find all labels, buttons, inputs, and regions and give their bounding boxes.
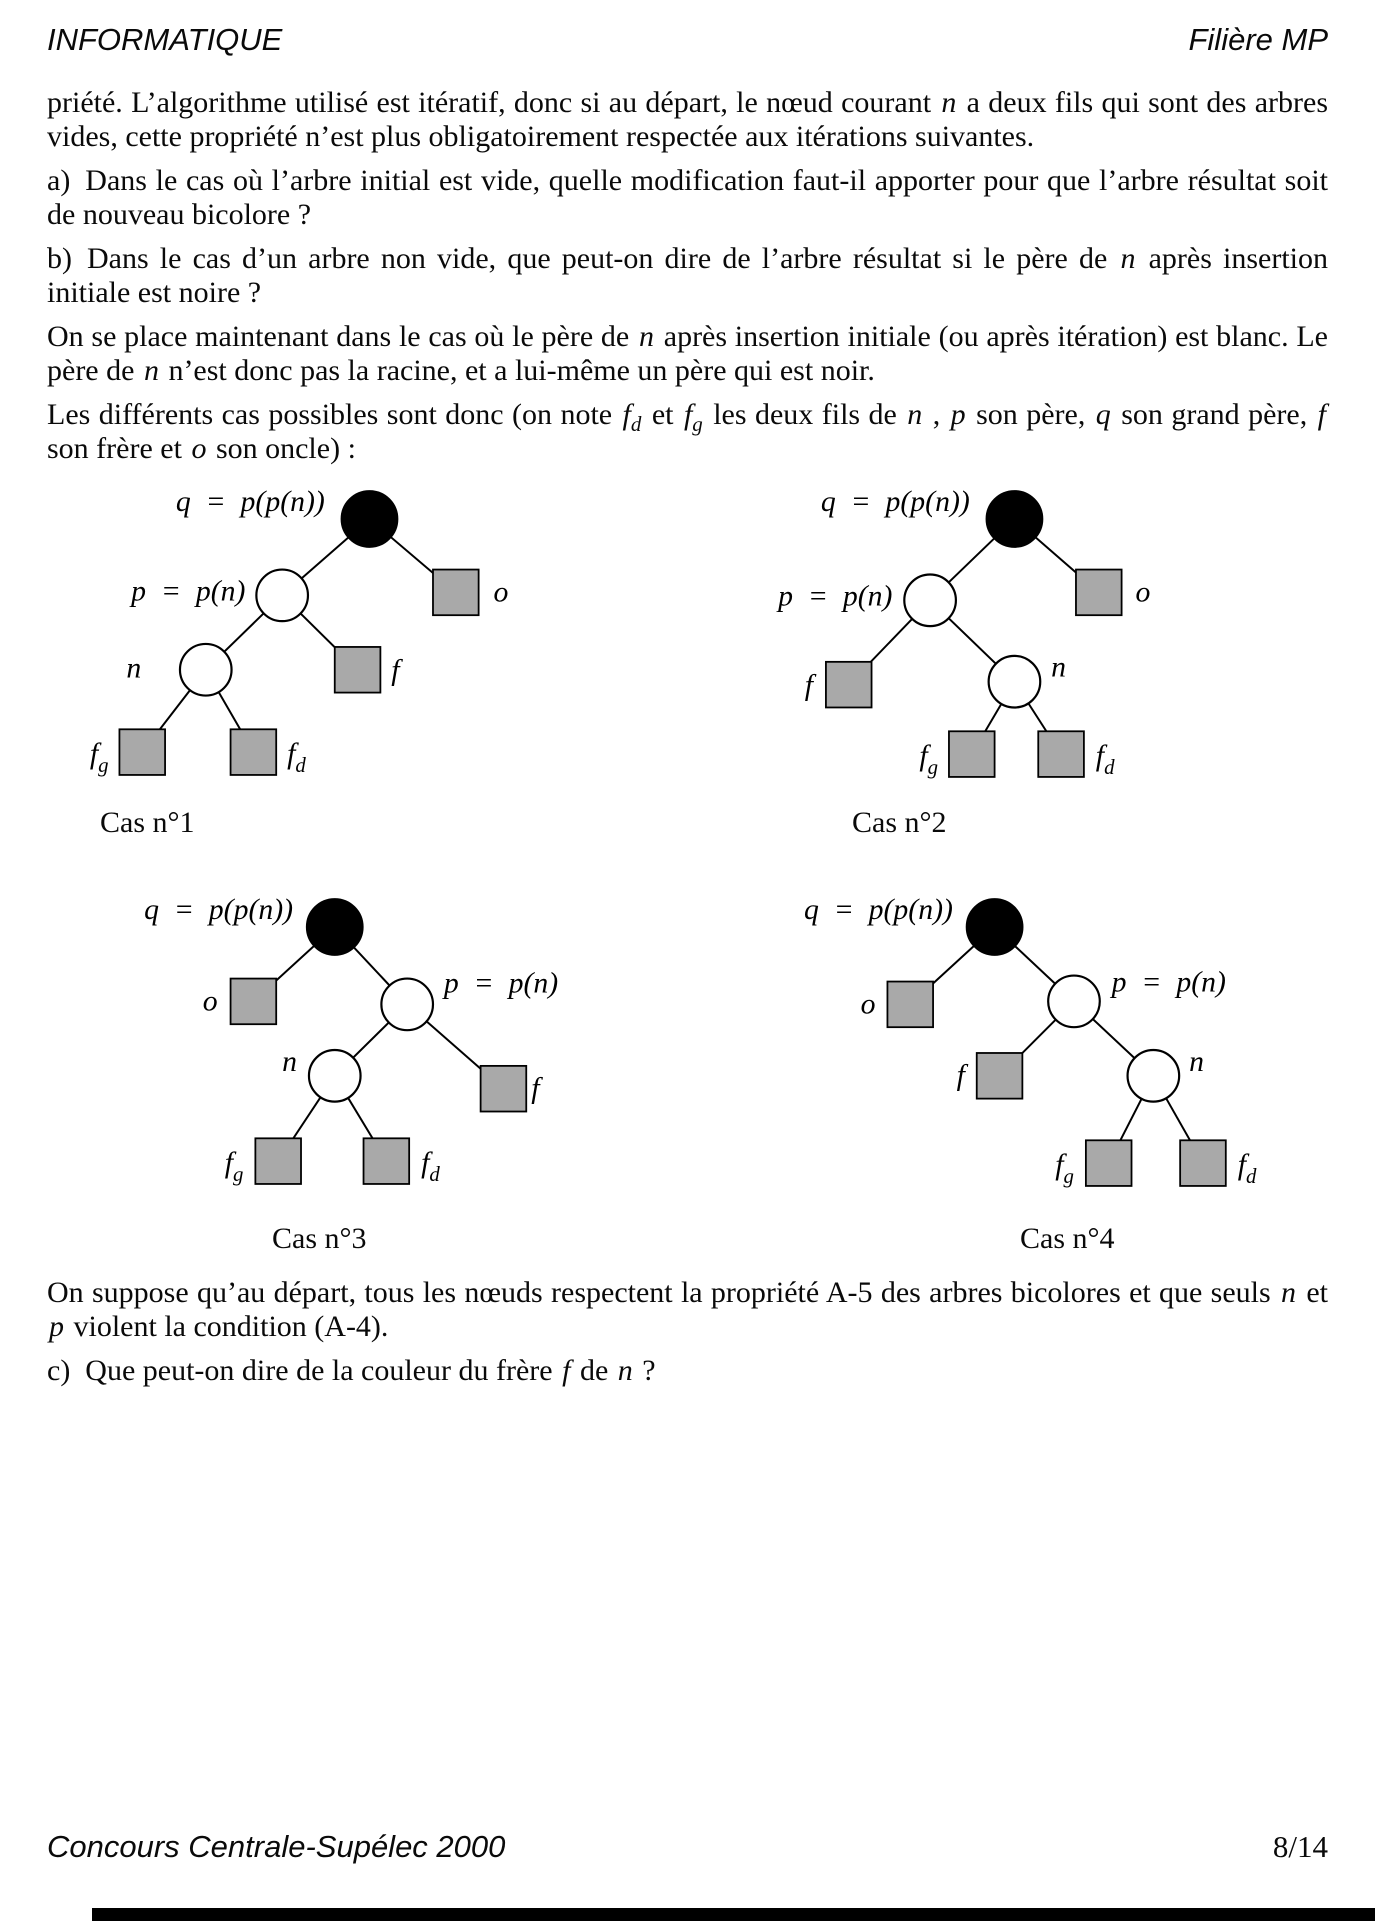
tree-node-label-p: p = p(n): [131, 574, 246, 608]
tree-node-f: [335, 647, 381, 693]
tree-node-fg: [1086, 1140, 1132, 1186]
tree-node-label-f: f: [956, 1058, 965, 1092]
paragraph-intro: priété. L’algorithme utilisé est itératif, donc si au départ, le nœud courant n a deux fils qui sont des arbres vides, cette propriété n’est plus obligatoirement respectée aux itérations suivantes.: [47, 86, 1328, 153]
page-header: [47, 22, 1328, 58]
tree-node-label-fd: $f_d$: [421, 1146, 440, 1186]
tree-node-p: [256, 570, 308, 622]
tree-node-label-f: f: [804, 668, 814, 702]
math-var: p: [49, 1310, 64, 1343]
diagram-caption-2: Cas n°2: [852, 806, 947, 839]
diagram-caption-1: Cas n°1: [100, 806, 195, 839]
tree-node-label-p: p = p(n): [778, 579, 893, 613]
tree-diagram-cas-3: [47, 886, 687, 1256]
tree-node-label-fd: $f_d$: [287, 737, 306, 777]
tree-diagram-cas-4: [687, 886, 1327, 1256]
tree-node-fd: [1180, 1140, 1226, 1186]
tree-node-label-f: f: [531, 1071, 540, 1105]
tree-node-fd: [364, 1138, 410, 1184]
footer-exam-name: Concours Centrale-Supélec 2000: [47, 1829, 506, 1864]
tree-node-n: [309, 1050, 361, 1102]
question-b: b) Dans le cas d’un arbre non vide, que peut-on dire de l’arbre résultat si le père de n après insertion initiale est noire ?: [47, 242, 1328, 309]
tree-node-label-q: q = p(p(n)): [820, 485, 970, 519]
tree-node-p: [1048, 976, 1100, 1028]
header-subject: INFORMATIQUE: [47, 22, 283, 57]
math-var: $f_d$: [622, 398, 642, 436]
math-var: n: [941, 86, 957, 119]
scan-edge-artifact: [92, 1908, 1375, 1921]
tree-svg-cas-1: [47, 480, 687, 800]
tree-node-n: [989, 656, 1041, 708]
tree-node-p: [381, 979, 433, 1031]
tree-node-fg: [949, 731, 995, 777]
math-var: f: [562, 1354, 571, 1387]
tree-node-o: [1076, 570, 1122, 616]
tree-node-label-o: o: [202, 984, 218, 1018]
tree-diagram-cas-1: [47, 480, 687, 840]
diagram-caption-4: Cas n°4: [1020, 1222, 1115, 1255]
tree-node-label-fg: $f_g$: [89, 737, 109, 777]
tree-node-fg: [119, 729, 165, 775]
tree-node-label-p: p = p(n): [1111, 965, 1226, 999]
tree-node-o: [433, 570, 479, 616]
tree-node-label-p: p = p(n): [443, 966, 559, 1000]
tree-node-fd: [231, 729, 277, 775]
diagram-caption-3: Cas n°3: [272, 1222, 367, 1255]
math-var: n: [639, 320, 654, 353]
tree-node-label-o: o: [493, 575, 509, 609]
footer-page-number: 8/14: [1272, 1829, 1328, 1864]
tree-node-label-q: q = p(p(n)): [144, 893, 294, 927]
tree-node-f: [977, 1053, 1023, 1099]
tree-node-label-f: f: [391, 653, 400, 687]
tree-node-label-o: o: [1135, 575, 1151, 609]
math-var: n: [1120, 242, 1136, 275]
tree-node-label-fg: $f_g$: [224, 1146, 244, 1186]
tree-node-label-fd: $f_d$: [1095, 739, 1115, 779]
tree-node-q: [307, 899, 363, 955]
math-var: f: [1317, 398, 1327, 431]
paragraph-cases-intro: Les différents cas possibles sont donc (on note $f_d$ et $f_g$ les deux fils de n , p son père, q son grand père, f son frère et o son oncle) :: [47, 398, 1327, 465]
tree-node-label-fg: $f_g$: [919, 739, 939, 779]
tree-diagrams-grid: [47, 480, 1328, 1256]
tree-node-label-n: n: [282, 1044, 298, 1078]
math-var: n: [143, 354, 159, 387]
tree-node-o: [231, 979, 277, 1025]
tree-node-f: [826, 662, 872, 708]
math-var: $f_g$: [683, 398, 703, 436]
question-a: a) Dans le cas où l’arbre initial est vide, quelle modification faut-il apporter pour que l’arbre résultat soit de nouveau bicolore ?: [47, 164, 1328, 231]
tree-node-label-fd: $f_d$: [1237, 1148, 1257, 1188]
math-var: n: [1281, 1276, 1297, 1309]
tree-node-label-o: o: [860, 987, 876, 1021]
tree-svg-cas-3: [47, 886, 687, 1216]
tree-node-p: [904, 575, 956, 627]
math-var: o: [191, 432, 207, 465]
tree-node-label-n: n: [1051, 650, 1067, 684]
paragraph-assumption: On suppose qu’au départ, tous les nœuds respectent la propriété A-5 des arbres bicolores et que seuls n et p violent la condition (A-4).: [47, 1276, 1328, 1343]
tree-node-label-q: q = p(p(n)): [175, 485, 325, 519]
math-var: n: [617, 1354, 633, 1387]
tree-node-o: [887, 982, 933, 1028]
tree-node-label-fg: $f_g$: [1055, 1148, 1074, 1188]
tree-node-label-n: n: [1189, 1044, 1204, 1078]
tree-node-n: [1128, 1050, 1180, 1102]
tree-node-q: [987, 491, 1043, 547]
math-var: n: [907, 398, 923, 431]
tree-node-fd: [1038, 731, 1084, 777]
page-footer: [47, 1829, 1328, 1865]
math-var: p: [950, 398, 966, 431]
tree-node-n: [180, 644, 232, 696]
math-var: q: [1095, 398, 1111, 431]
tree-node-label-n: n: [126, 651, 142, 685]
tree-node-fg: [255, 1138, 301, 1184]
tree-svg-cas-2: [687, 480, 1327, 800]
tree-node-f: [481, 1066, 527, 1112]
tree-node-q: [342, 491, 398, 547]
header-track: Filière MP: [1188, 22, 1328, 57]
tree-svg-cas-4: [687, 886, 1327, 1216]
tree-node-label-q: q = p(p(n)): [803, 893, 953, 927]
question-c: c) Que peut-on dire de la couleur du frère f de n ?: [47, 1354, 656, 1387]
paragraph-context: On se place maintenant dans le cas où le père de n après insertion initiale (ou après itération) est blanc. Le père de n n’est donc pas la racine, et a lui-même un père qui est noir.: [47, 320, 1328, 387]
tree-diagram-cas-2: [687, 480, 1327, 840]
tree-node-q: [967, 899, 1023, 955]
